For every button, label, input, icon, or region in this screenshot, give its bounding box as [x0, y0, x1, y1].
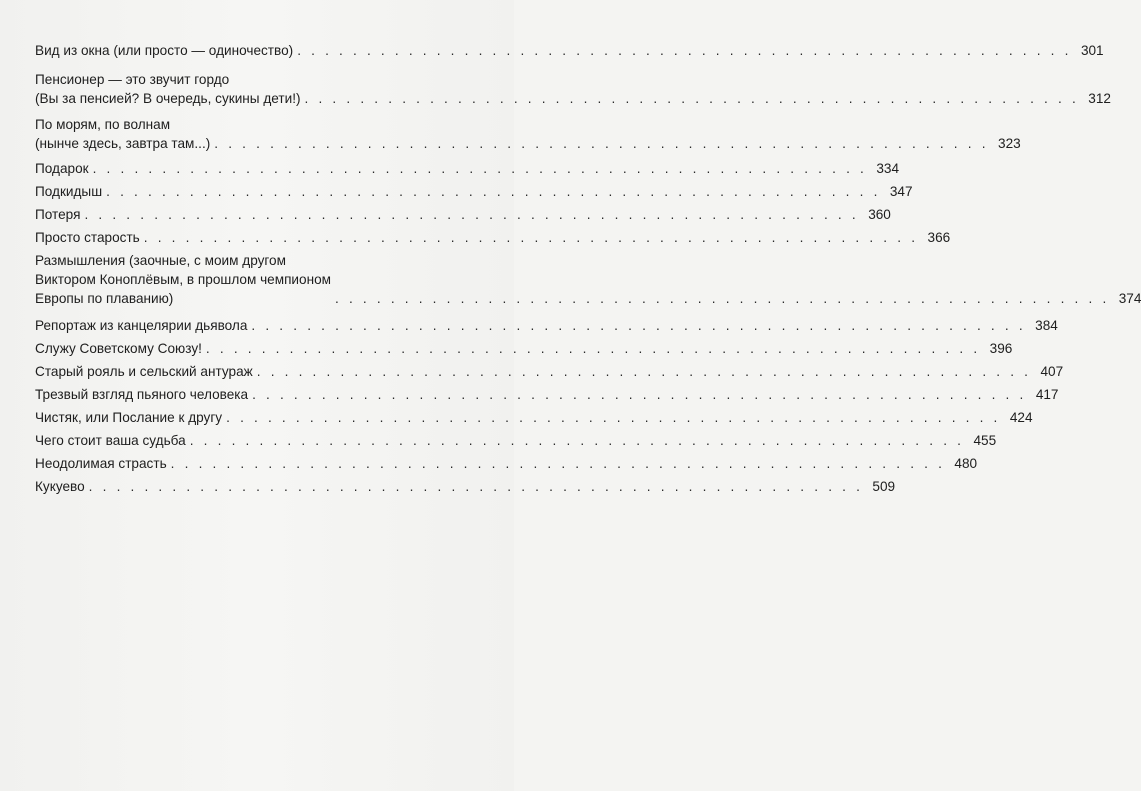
toc-page-number: 424: [1009, 410, 1033, 425]
toc-entry-title-line: (Вы за пенсией? В очередь, сукины дети!): [35, 91, 301, 106]
toc-page-number: 347: [889, 184, 913, 199]
toc-entry-title: [35, 431, 186, 450]
toc-leader-dots: . . . . . . . . . . . . . . . . . . . . . . . . . . . . . . . . . . . . . . . . . . . . . . . . . . . . . . . .: [88, 479, 864, 494]
toc-leader-dots: . . . . . . . . . . . . . . . . . . . . . . . . . . . . . . . . . . . . . . . . . . . . . . . . . . . . . . . .: [92, 161, 868, 176]
toc-entry-title: [35, 385, 248, 404]
toc-entry-title-line: (нынче здесь, завтра там...): [35, 136, 211, 151]
toc-entry-title: [35, 115, 210, 153]
toc-entry-title: [35, 477, 85, 496]
toc-page-number: 509: [872, 479, 896, 494]
toc-entry: [35, 316, 1058, 335]
toc-entry-title: [35, 205, 80, 224]
toc-entry-title-line: По морям, по волнам: [35, 117, 171, 132]
toc-entry: [35, 182, 913, 201]
toc-page-number: 407: [1040, 364, 1064, 379]
toc-page-number: 334: [876, 161, 900, 176]
toc-entry-title-line: Кукуево: [35, 479, 85, 494]
toc-entry-title-line: Виктором Коноплёвым, в прошлом чемпионом: [35, 272, 331, 287]
toc-entry-title-line: Неодолимая страсть: [35, 456, 167, 471]
toc-entry-title-line: Служу Советскому Союзу!: [35, 341, 202, 356]
toc-leader-dots: . . . . . . . . . . . . . . . . . . . . . . . . . . . . . . . . . . . . . . . . . . . . . . . . . . . . . . . .: [251, 318, 1026, 333]
toc-entry-title-line: Чего стоит ваша судьба: [35, 433, 186, 448]
toc-entry-title: [35, 159, 89, 178]
toc-page-number: 455: [973, 433, 997, 448]
toc-entry-title-line: Размышления (заочные, с моим другом: [35, 253, 286, 268]
toc-entry: [35, 385, 1059, 404]
toc-entry-title-line: Подарок: [35, 161, 89, 176]
toc-leader-dots: . . . . . . . . . . . . . . . . . . . . . . . . . . . . . . . . . . . . . . . . . . . . . . . . . . . . . . . .: [252, 387, 1027, 402]
toc-leader-dots: . . . . . . . . . . . . . . . . . . . . . . . . . . . . . . . . . . . . . . . . . . . . . . . . . . . . . . . .: [335, 291, 1110, 306]
toc-leader-dots: . . . . . . . . . . . . . . . . . . . . . . . . . . . . . . . . . . . . . . . . . . . . . . . . . . . . . . . .: [226, 410, 1001, 425]
toc-entry-title: [35, 251, 331, 308]
toc-leader-dots: . . . . . . . . . . . . . . . . . . . . . . . . . . . . . . . . . . . . . . . . . . . . . . . . . . . . . . . .: [143, 230, 919, 245]
toc-entry-title: [35, 316, 247, 335]
toc-entry: [35, 362, 1064, 381]
toc-entry: [35, 205, 891, 224]
toc-leader-dots: . . . . . . . . . . . . . . . . . . . . . . . . . . . . . . . . . . . . . . . . . . . . . . . . . . . . . . . .: [205, 341, 981, 356]
toc-page-number: 312: [1088, 91, 1111, 106]
toc-entry: [35, 251, 1141, 308]
toc-page-number: 480: [954, 456, 978, 471]
toc-entry-title-line: Вид из окна (или просто — одиночество): [35, 43, 294, 58]
toc-entry: [35, 115, 1021, 153]
toc-entry-title: [35, 454, 167, 473]
toc-leader-dots: . . . . . . . . . . . . . . . . . . . . . . . . . . . . . . . . . . . . . . . . . . . . . . . . . . . . . . . .: [256, 364, 1032, 379]
toc-entry-title: [35, 228, 140, 247]
toc-leader-dots: . . . . . . . . . . . . . . . . . . . . . . . . . . . . . . . . . . . . . . . . . . . . . . . . . . . . . . . .: [297, 43, 1072, 58]
toc-entry-title-line: Европы по плаванию): [35, 291, 174, 306]
toc-entry: [35, 41, 1104, 60]
toc-entry-title-line: Репортаж из канцелярии дьявола: [35, 318, 248, 333]
toc-entry: [35, 228, 951, 247]
toc-entry-title-line: Пенсионер — это звучит гордо: [35, 72, 230, 87]
toc-entry-title: [35, 362, 253, 381]
toc-page-number: 417: [1035, 387, 1059, 402]
toc-leader-dots: . . . . . . . . . . . . . . . . . . . . . . . . . . . . . . . . . . . . . . . . . . . . . . . . . . . . . . . .: [214, 136, 989, 151]
toc-entry-title-line: Старый рояль и сельский антураж: [35, 364, 253, 379]
toc-page-number: 301: [1080, 43, 1104, 58]
toc-entry-title: [35, 339, 202, 358]
toc-entry: [35, 431, 997, 450]
toc-entry: [35, 408, 1033, 427]
toc-entry: [35, 70, 1111, 108]
toc-leader-dots: . . . . . . . . . . . . . . . . . . . . . . . . . . . . . . . . . . . . . . . . . . . . . . . . . . . . . . . .: [304, 91, 1079, 106]
toc-entry-title-line: Трезвый взгляд пьяного человека: [35, 387, 249, 402]
toc-page-number: 323: [998, 136, 1021, 151]
toc-entry-title: [35, 182, 102, 201]
toc-entry-title-line: Потеря: [35, 207, 81, 222]
toc-entry: [35, 454, 978, 473]
toc-page-number: 384: [1035, 318, 1058, 333]
toc-page-number: 360: [868, 207, 891, 222]
toc-entry-title-line: Просто старость: [35, 230, 140, 245]
toc-entry-title-line: Чистяк, или Послание к другу: [35, 410, 223, 425]
toc-page-number: 374: [1118, 291, 1141, 306]
toc-entry-title: [35, 70, 301, 108]
toc-entry-title: [35, 41, 293, 60]
toc-entry: [35, 159, 900, 178]
toc-entry: [35, 339, 1013, 358]
toc-leader-dots: . . . . . . . . . . . . . . . . . . . . . . . . . . . . . . . . . . . . . . . . . . . . . . . . . . . . . . . .: [189, 433, 965, 448]
toc-page-number: 396: [989, 341, 1013, 356]
toc-entry: [35, 477, 896, 496]
toc-leader-dots: . . . . . . . . . . . . . . . . . . . . . . . . . . . . . . . . . . . . . . . . . . . . . . . . . . . . . . . .: [84, 207, 859, 222]
toc-leader-dots: . . . . . . . . . . . . . . . . . . . . . . . . . . . . . . . . . . . . . . . . . . . . . . . . . . . . . . . .: [106, 184, 881, 199]
toc-page-number: 366: [927, 230, 951, 245]
toc-entry-title: [35, 408, 222, 427]
toc-entry-title-line: Подкидыш: [35, 184, 103, 199]
toc-leader-dots: . . . . . . . . . . . . . . . . . . . . . . . . . . . . . . . . . . . . . . . . . . . . . . . . . . . . . . . .: [170, 456, 946, 471]
